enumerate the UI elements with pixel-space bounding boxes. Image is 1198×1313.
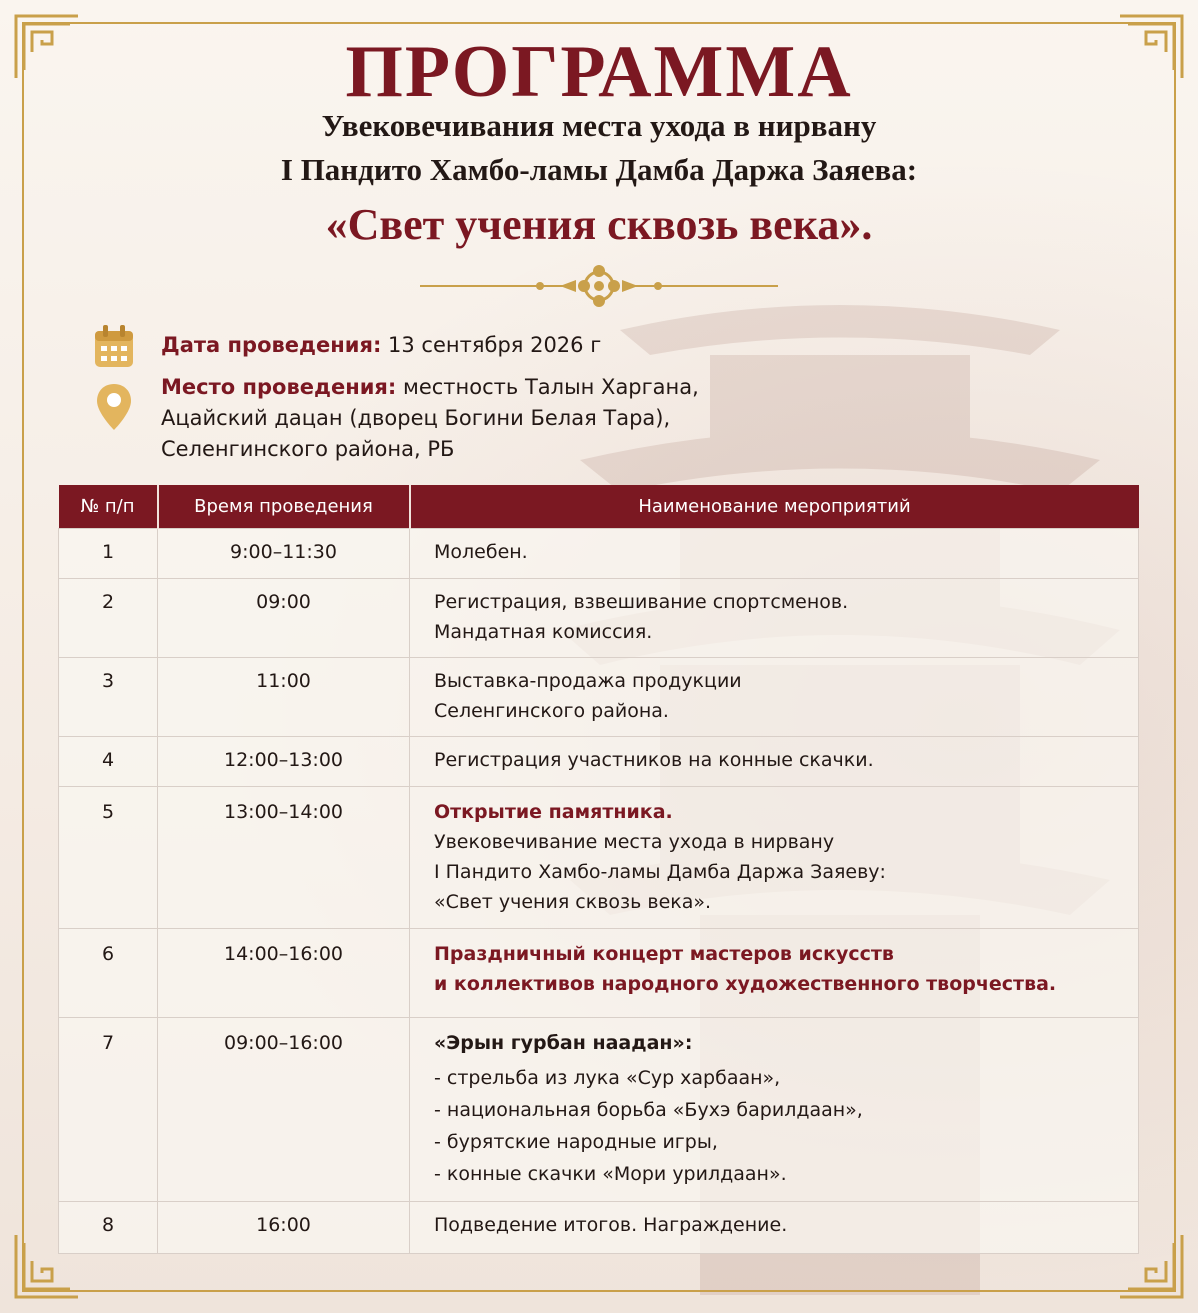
table-header-row xyxy=(59,485,1139,529)
row-time: 09:00–16:00 xyxy=(223,1032,343,1054)
table-row xyxy=(59,658,1139,737)
table-row xyxy=(59,1202,1139,1254)
row-event xyxy=(434,737,1138,785)
row-time: 09:00 xyxy=(256,591,311,613)
event-list xyxy=(434,1062,1138,1190)
location-pin-icon xyxy=(95,382,133,432)
subtitle-line-1: Увековечивания места ухода в нирвану xyxy=(321,108,877,143)
date-label: Дата проведения: xyxy=(161,333,382,357)
date-info xyxy=(161,330,601,361)
row-number: 3 xyxy=(101,670,115,692)
event-line: Молебен. xyxy=(434,541,528,563)
header-time: Время проведения xyxy=(158,485,410,529)
event-line: Регистрация, взвешивание спортсменов. xyxy=(434,591,849,613)
event-line: I Пандито Хамбо-ламы Дамба Даржа Заяеву: xyxy=(434,861,886,883)
place-label: Место проведения: xyxy=(161,375,397,399)
event-line: Увековечивание места ухода в нирвану xyxy=(434,831,835,853)
row-event xyxy=(434,579,1138,657)
event-heading: Открытие памятника. xyxy=(434,801,673,823)
row-number: 6 xyxy=(101,943,115,965)
place-info xyxy=(161,372,699,465)
row-number: 4 xyxy=(101,749,115,771)
table-row xyxy=(59,579,1139,658)
event-line: «Свет учения сквозь века». xyxy=(434,891,712,913)
table-row xyxy=(59,1018,1139,1202)
row-event xyxy=(434,529,1138,577)
row-time: 14:00–16:00 xyxy=(223,943,343,965)
table-row xyxy=(59,787,1139,929)
schedule-table xyxy=(58,485,1138,1254)
row-time: 9:00–11:30 xyxy=(230,541,337,563)
header-number: № п/п xyxy=(59,485,158,529)
row-event xyxy=(434,929,1138,1009)
motto: «Свет учения сквозь века». xyxy=(325,200,873,249)
date-value: 13 сентября 2026 г xyxy=(388,333,602,357)
row-number: 1 xyxy=(101,541,115,563)
row-number: 2 xyxy=(101,591,115,613)
header-event: Наименование мероприятий xyxy=(410,485,1139,529)
row-number: 5 xyxy=(101,801,115,823)
place-line-2: Ацайский дацан (дворец Богини Белая Тара), xyxy=(161,406,671,430)
list-item: - бурятские народные игры, xyxy=(434,1131,718,1153)
event-line: Выставка-продажа продукции xyxy=(434,670,742,692)
row-event xyxy=(434,658,1138,736)
place-line-3: Селенгинского района, РБ xyxy=(161,437,455,461)
event-line: Селенгинского района. xyxy=(434,700,669,722)
list-item: - национальная борьба «Бухэ барилдаан», xyxy=(434,1099,863,1121)
list-item: - конные скачки «Мори урилдаан». xyxy=(434,1163,787,1185)
calendar-icon xyxy=(93,325,135,369)
list-item: - стрельба из лука «Сур харбаан», xyxy=(434,1067,781,1089)
row-event xyxy=(434,1018,1138,1200)
row-event xyxy=(434,1202,1138,1250)
event-heading: «Эрын гурбан наадан»: xyxy=(434,1032,693,1054)
event-line: Регистрация участников на конные скачки. xyxy=(434,749,874,771)
table-row xyxy=(59,929,1139,1018)
page-title: ПРОГРАММА xyxy=(345,31,853,113)
event-heading: Праздничный концерт мастеров искусств xyxy=(434,943,894,965)
event-heading: и коллективов народного художественного творчества. xyxy=(434,973,1057,995)
row-time: 13:00–14:00 xyxy=(223,801,343,823)
row-time: 16:00 xyxy=(256,1214,311,1236)
row-time: 11:00 xyxy=(256,670,311,692)
table-row xyxy=(59,737,1139,787)
row-number: 7 xyxy=(101,1032,115,1054)
table-row xyxy=(59,529,1139,579)
row-event xyxy=(434,787,1138,927)
row-number: 8 xyxy=(101,1214,115,1236)
place-line-1: местность Талын Харгана, xyxy=(403,375,699,399)
divider-ornament xyxy=(420,263,778,309)
event-line: Подведение итогов. Награждение. xyxy=(434,1214,788,1236)
row-time: 12:00–13:00 xyxy=(223,749,343,771)
subtitle-line-2: I Пандито Хамбо-ламы Дамба Даржа Заяева: xyxy=(280,152,918,187)
event-line: Мандатная комиссия. xyxy=(434,621,653,643)
